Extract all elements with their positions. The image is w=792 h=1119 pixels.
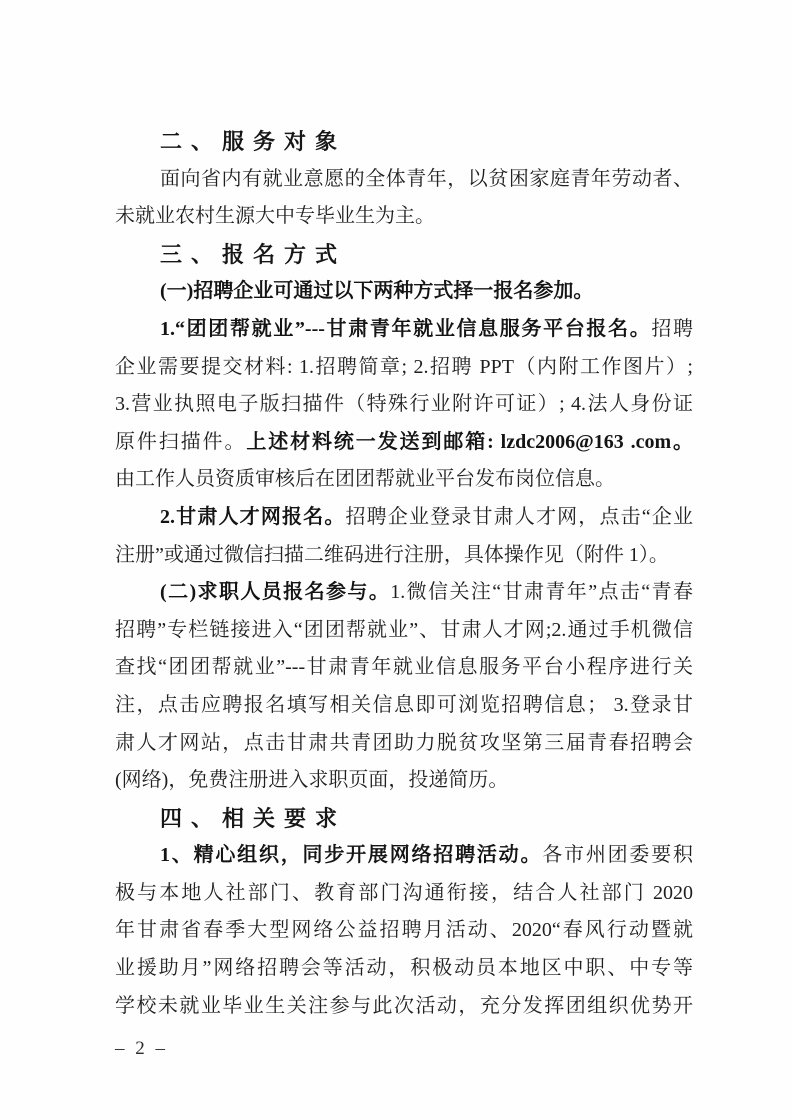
text-run: 查找“团团帮就业”---甘肃青年就业信息服务平台小程序进行关 <box>115 656 693 679</box>
heading-text: 四、相关要求 <box>160 805 347 831</box>
bold-text-run: 2.甘肃人才网报名。 <box>160 505 346 528</box>
body-line <box>115 499 693 537</box>
body-line <box>115 161 693 199</box>
body-line <box>115 198 693 236</box>
text-run: 面向省内有就业意愿的全体青年，以贫困家庭青年劳动者、 <box>160 167 693 190</box>
heading-text: 三、报名方式 <box>160 241 347 267</box>
body-line <box>115 725 693 763</box>
section-heading <box>115 123 693 161</box>
body-line <box>115 762 693 800</box>
text-run: 学校未就业毕业生关注参与此次活动，充分发挥团组织优势开 <box>115 994 693 1017</box>
body-line <box>115 649 693 687</box>
body-line <box>115 574 693 612</box>
body-line <box>115 837 693 875</box>
text-run: 注，点击应聘报名填写相关信息即可浏览招聘信息； 3.登录甘 <box>115 693 693 716</box>
email-bold-text-run: 上述材料统一发送到邮箱: lzdc2006@163 .com。 <box>246 430 693 453</box>
document-body <box>115 123 693 1025</box>
text-run: 1.微信关注“甘肃青年”点击“青春 <box>390 581 693 604</box>
section-heading <box>115 236 693 274</box>
text-run: 业援助月”网络招聘会等活动，积极动员本地区中职、中专等 <box>115 957 693 980</box>
text-run: 招聘”专栏链接进入“团团帮就业”、甘肃人才网;2.通过手机微信 <box>115 618 693 641</box>
body-line <box>115 273 693 311</box>
body-line <box>115 612 693 650</box>
bold-text-run: (二)求职人员报名参与。 <box>160 581 391 604</box>
body-line <box>115 461 693 499</box>
text-run: (网络)，免费注册进入求职页面，投递简历。 <box>115 769 509 792</box>
section-heading <box>115 800 693 838</box>
heading-text: 二、服务对象 <box>160 129 347 154</box>
bold-text-run: (一)招聘企业可通过以下两种方式择一报名参加。 <box>160 280 594 303</box>
body-line <box>115 875 693 913</box>
bold-text-run: 1.“团团帮就业”---甘肃青年就业信息服务平台报名。 <box>160 317 652 340</box>
text-run: 招聘 <box>651 317 693 340</box>
bold-text-run: 1、精心组织，同步开展网络招聘活动。 <box>160 844 543 867</box>
text-run: 3.营业执照电子版扫描件（特殊行业附许可证）; 4.法人身份证 <box>115 393 693 416</box>
body-line <box>115 950 693 988</box>
text-run: 企业需要提交材料: 1.招聘简章; 2.招聘 PPT（内附工作图片）; <box>115 355 693 378</box>
body-line <box>115 537 693 575</box>
text-run: 年甘肃省春季大型网络公益招聘月活动、2020“春风行动暨就 <box>115 919 693 942</box>
body-line <box>115 349 693 387</box>
text-run: 原件扫描件。 <box>115 430 247 453</box>
text-run: 极与本地人社部门、教育部门沟通衔接，结合人社部门 2020 <box>115 881 693 904</box>
text-run: 未就业农村生源大中专毕业生为主。 <box>115 205 435 228</box>
body-line <box>115 424 693 462</box>
body-line <box>115 988 693 1026</box>
text-run: 肃人才网站，点击甘肃共青团助力脱贫攻坚第三届青春招聘会 <box>115 731 693 754</box>
body-line <box>115 386 693 424</box>
body-line <box>115 912 693 950</box>
body-line <box>115 311 693 349</box>
text-run: 招聘企业登录甘肃人才网，点击“企业 <box>345 505 693 528</box>
page-number: – 2 – <box>115 1038 168 1059</box>
body-line <box>115 687 693 725</box>
text-run: 由工作人员资质审核后在团团帮就业平台发布岗位信息。 <box>115 468 615 491</box>
text-run: 各市州团委要积 <box>542 844 693 867</box>
text-run: 注册”或通过微信扫描二维码进行注册，具体操作见（附件 1）。 <box>115 543 669 566</box>
